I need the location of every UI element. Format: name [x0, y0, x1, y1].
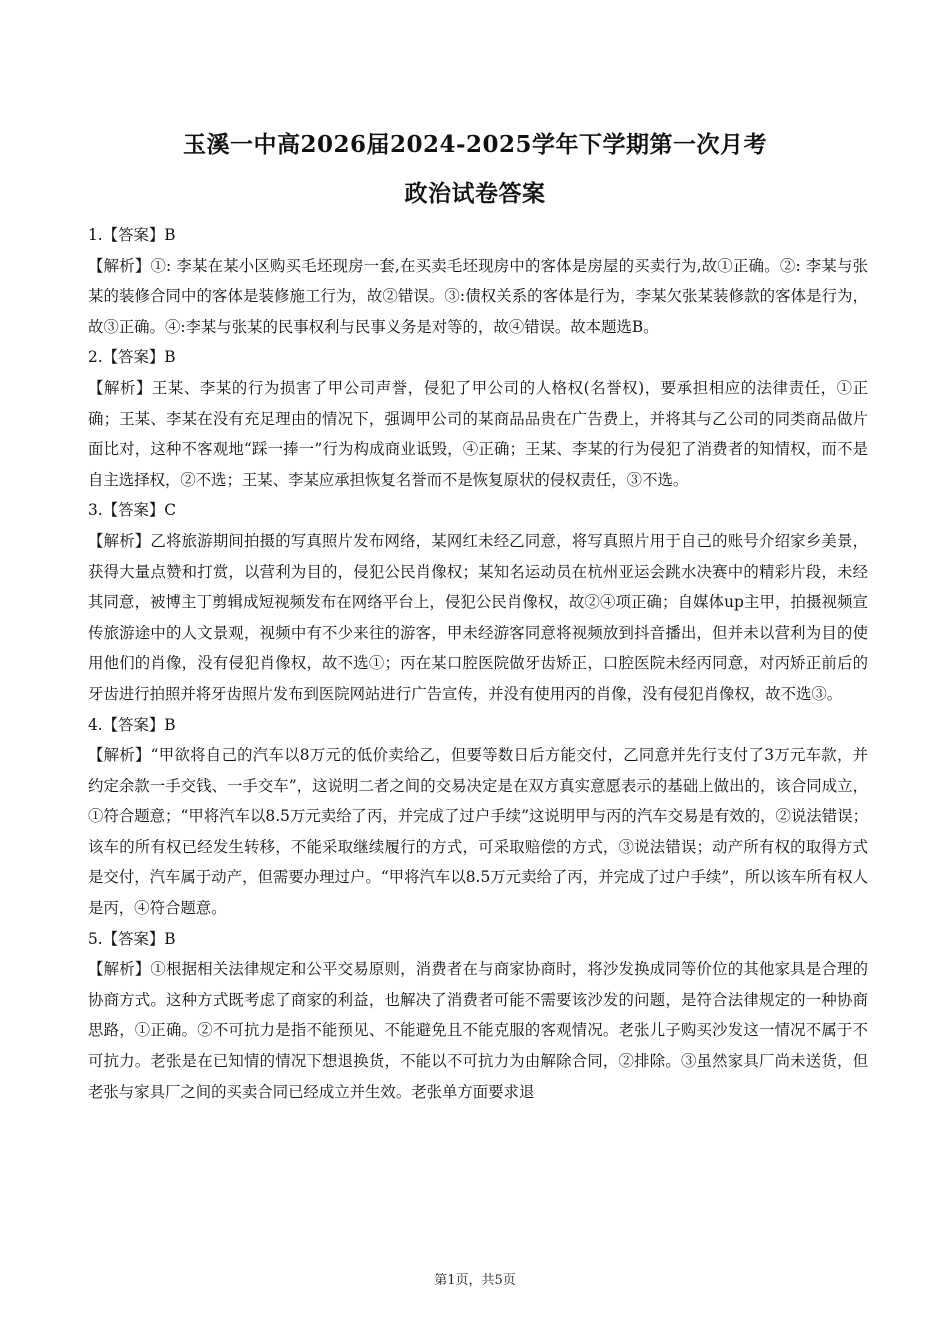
- question-3-answer: 3.【答案】C: [88, 501, 177, 520]
- question-3-analysis: 【解析】乙将旅游期间拍摄的写真照片发布网络，某网红未经乙同意，将写真照片用于自己的账号介绍家乡美景，获得大量点赞和打赏，以营利为目的，侵犯公民肖像权；某知名运动员在杭州亚运会跳水决赛中的精彩片段，未经其同意，被博主丁剪辑成短视频发布在网络平台上，侵犯公民肖像权，故②④项正确；自媒体up主甲，拍摄视频宣传旅游途中的人文景观，视频中有不少来往的游客，甲未经游客同意将视频放到抖音播出，但并未以营利为目的使用他们的肖像，没有侵犯肖像权，故不选①；丙在某口腔医院做牙齿矫正，口腔医院未经丙同意，对丙矫正前后的牙齿进行拍照并将牙齿照片发布到医院网站进行广告宣传，并没有使用丙的肖像，没有侵犯肖像权，故不选③。: [88, 531, 868, 703]
- page-footer: 第1页，共5页: [434, 1273, 516, 1288]
- question-4-answer: 4.【答案】B: [88, 715, 176, 734]
- question-5-answer: 5.【答案】B: [88, 929, 176, 948]
- question-4-analysis: 【解析】“甲欲将自己的汽车以8万元的低价卖给乙，但要等数日后方能交付，乙同意并先行支付了3万元车款，并约定余款一手交钱、一手交车”，这说明二者之间的交易决定是在双方真实意愿表示的基础上做出的，该合同成立，①符合题意；“甲将汽车以8.5万元卖给了丙，并完成了过户手续”这说明甲与丙的汽车交易是有效的，②说法错误；该车的所有权已经发生转移，不能采取继续履行的方式，可采取赔偿的方式，③说法错误；动产所有权的取得方式是交付，汽车属于动产，但需要办理过户。“甲将汽车以8.5万元卖给了丙，并完成了过户手续”，所以该车所有权人是丙，④符合题意。: [88, 746, 868, 918]
- question-2-answer: 2.【答案】B: [88, 348, 176, 367]
- answer-content: [88, 220, 868, 1107]
- question-1-answer: 1.【答案】B: [88, 226, 176, 244]
- question-2-analysis: 【解析】王某、李某的行为损害了甲公司声誉，侵犯了甲公司的人格权(名誉权)，要承担相应的法律责任，①正确；王某、李某在没有充足理由的情况下，强调甲公司的某商品品贵在广告费上，并将其与乙公司的同类商品做片面比对，这种不客观地“踩一捧一”行为构成商业诋毁，④正确；王某、李某的行为侵犯了消费者的知情权，而不是自主选择权，②不选；王某、李某应承担恢复名誉而不是恢复原状的侵权责任，③不选。: [88, 378, 868, 489]
- document-subtitle: 政治试卷答案: [404, 180, 546, 207]
- question-5-analysis: 【解析】①根据相关法律规定和公平交易原则，消费者在与商家协商时，将沙发换成同等价位的其他家具是合理的协商方式。这种方式既考虑了商家的利益，也解决了消费者可能不需要该沙发的问题，是符合法律规定的一种协商思路，①正确。②不可抗力是指不能预见、不能避免且不能克服的客观情况。老张儿子购买沙发这一情况不属于不可抗力。老张是在已知情的情况下想退换货，不能以不可抗力为由解除合同，②排除。③虽然家具厂尚未送货，但老张与家具厂之间的买卖合同已经成立并生效。老张单方面要求退: [88, 960, 868, 1101]
- question-1-analysis: 【解析】①: 李某在某小区购买毛坯现房一套,在买卖毛坯现房中的客体是房屋的买卖行为,故①正确。②: 李某与张某的装修合同中的客体是装修施工行为，故②错误。③:债权关系的客体是行为，李某欠张某装修款的客体是行为，故③正确。④:李某与张某的民事权利与民事义务是对等的，故④错误。故本题选B。: [88, 256, 868, 336]
- document-title: 玉溪一中高2026届2024-2025学年下学期第一次月考: [182, 131, 768, 158]
